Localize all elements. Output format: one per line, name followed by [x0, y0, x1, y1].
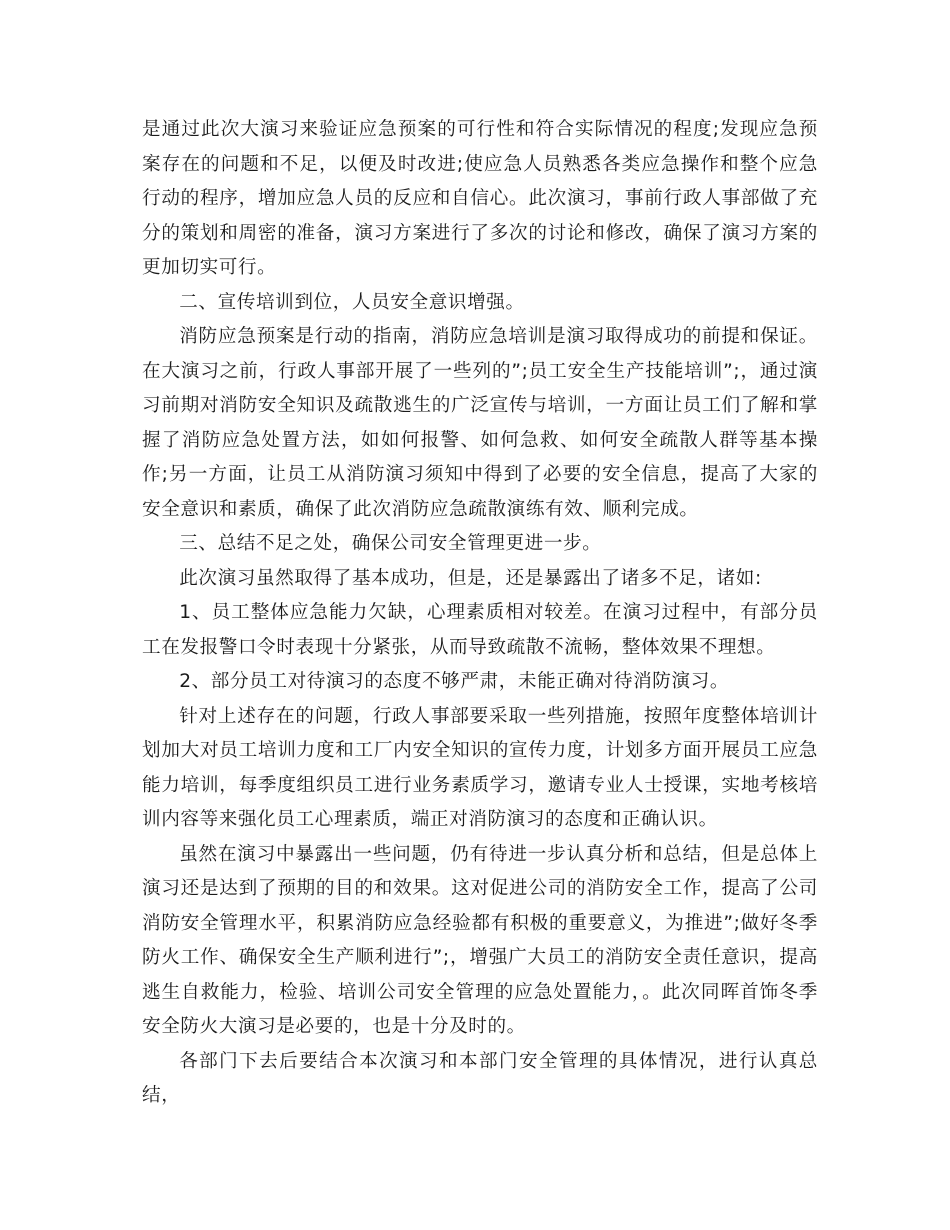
section-heading-2: 二、宣传培训到位，人员安全意识增强。 — [179, 291, 525, 313]
paragraph-8: 针对上述存在的问题，行政人事部要采取一些列措施，按照年度整体培训计划加大对员工培训力度和工厂内安全知识的宣传力度，计划多方面开展员工应急能力培训，每季度组织员工进行业务素质学习，邀请专业人士授课，实地考核培训内容等来强化员工心理素质，端正对消防演习的态度和正确认识。 — [142, 705, 818, 830]
paragraph-10: 各部门下去后要结合本次演习和本部门安全管理的具体情况，进行认真总结， — [142, 1050, 818, 1106]
document-body — [142, 113, 818, 1114]
paragraph-3: 消防应急预案是行动的指南，消防应急培训是演习取得成功的前提和保证。在大演习之前，行政人事部开展了一些列的”;员工安全生产技能培训”;，通过演习前期对消防安全知识及疏散逃生的广泛宣传与培训，一方面让员工们了解和掌握了消防应急处置方法，如如何报警、如何急救、如何安全疏散人群等基本操作;另一方面，让员工从消防演习须知中得到了必要的安全信息，提高了大家的安全意识和素质，确保了此次消防应急疏散演练有效、顺利完成。 — [142, 326, 818, 520]
list-item-1: 1、员工整体应急能力欠缺，心理素质相对较差。在演习过程中，有部分员工在发报警口令时表现十分紧张，从而导致疏散不流畅，整体效果不理想。 — [142, 602, 818, 658]
section-heading-3: 三、总结不足之处，确保公司安全管理更进一步。 — [179, 533, 602, 554]
list-item-2: 2、部分员工对待演习的态度不够严肃，未能正确对待消防演习。 — [179, 671, 730, 692]
paragraph-1: 是通过此次大演习来验证应急预案的可行性和符合实际情况的程度;发现应急预案存在的问题和不足，以便及时改进;使应急人员熟悉各类应急操作和整个应急行动的程序，增加应急人员的反应和自信心。此次演习，事前行政人事部做了充分的策划和周密的准备，演习方案进行了多次的讨论和修改，确保了演习方案的更加切实可行。 — [142, 119, 818, 278]
paragraph-9: 虽然在演习中暴露出一些问题，仍有待进一步认真分析和总结，但是总体上演习还是达到了预期的目的和效果。这对促进公司的消防安全工作，提高了公司消防安全管理水平，积累消防应急经验都有积极的重要意义，为推进”;做好冬季防火工作、确保安全生产顺利进行”;，增强广大员工的消防安全责任意识，提高逃生自救能力，检验、培训公司安全管理的应急处置能力，。此次同晖首饰冬季安全防火大演习是必要的，也是十分及时的。 — [142, 843, 818, 1037]
paragraph-5: 此次演习虽然取得了基本成功，但是，还是暴露出了诸多不足，诸如: — [179, 567, 762, 589]
